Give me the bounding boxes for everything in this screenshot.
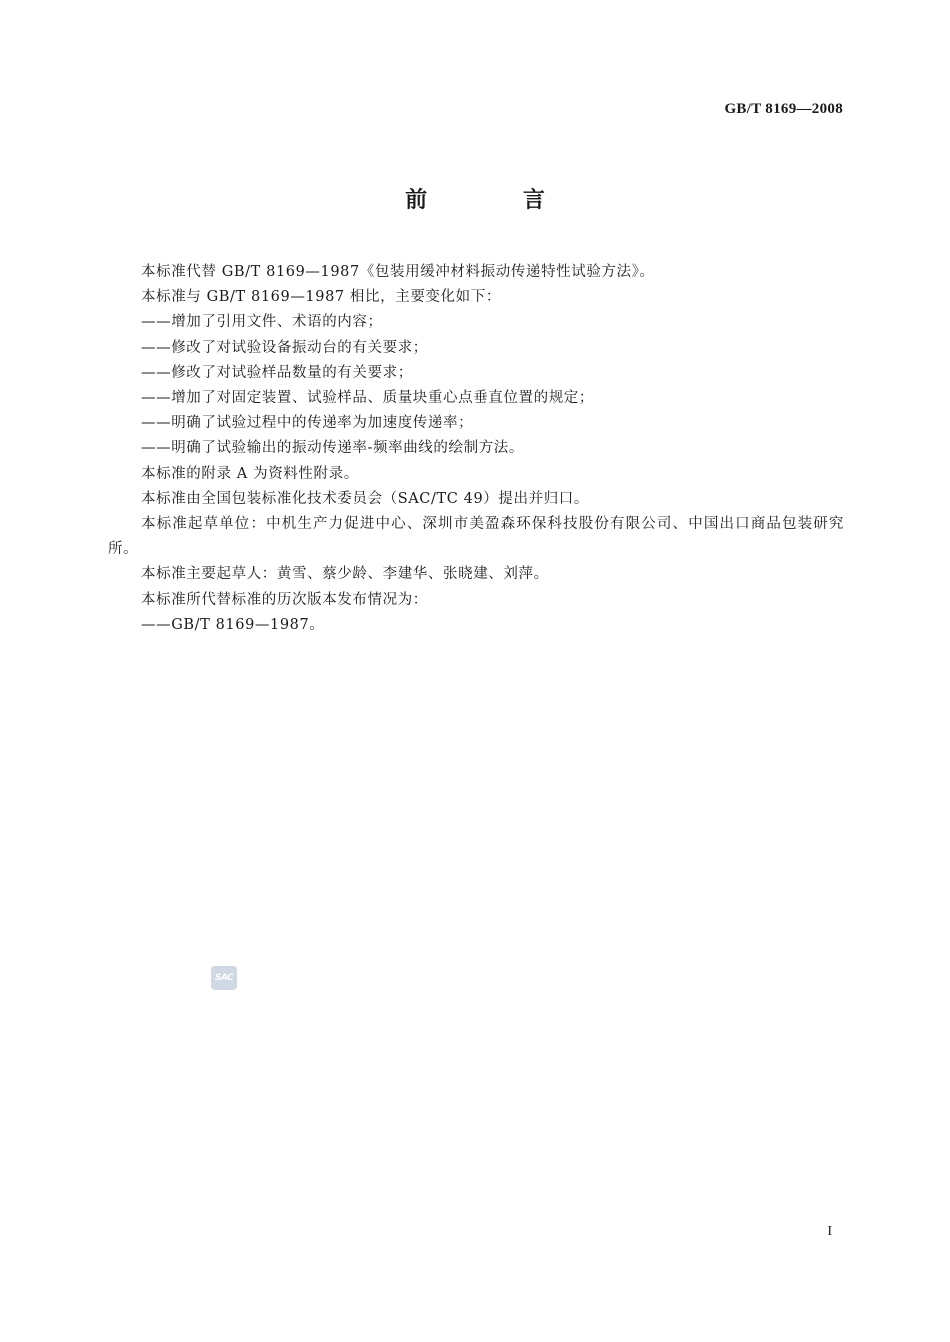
list-item: ——明确了试验输出的振动传递率-频率曲线的绘制方法。 [141, 440, 524, 457]
page-number: I [827, 1224, 832, 1239]
paragraph: 本标准与 GB/T 8169—1987 相比，主要变化如下： [141, 289, 501, 306]
sac-watermark-logo: SAC [211, 966, 237, 990]
list-item: ——增加了对固定装置、试验样品、质量块重心点垂直位置的规定； [141, 390, 594, 407]
paragraph: 本标准所代替标准的历次版本发布情况为： [141, 591, 428, 608]
list-item: ——明确了试验过程中的传递率为加速度传递率； [141, 415, 474, 432]
list-item: ——修改了对试验样品数量的有关要求； [141, 364, 413, 381]
foreword-body [108, 260, 844, 638]
paragraph: 本标准代替 GB/T 8169—1987《包装用缓冲材料振动传递特性试验方法》。 [141, 264, 655, 280]
list-item: ——增加了引用文件、术语的内容； [141, 314, 383, 331]
paragraph: 本标准主要起草人：黄雪、蔡少龄、李建华、张晓建、刘萍。 [141, 566, 549, 583]
list-item: ——GB/T 8169—1987。 [141, 616, 325, 633]
paragraph: 本标准的附录 A 为资料性附录。 [141, 465, 359, 482]
page-title: 前 言 [405, 188, 589, 213]
paragraph: 本标准由全国包装标准化技术委员会（SAC/TC 49）提出并归口。 [141, 490, 590, 507]
paragraph: 本标准起草单位：中机生产力促进中心、深圳市美盈森环保科技股份有限公司、中国出口商品包装研究所。 [108, 516, 844, 558]
list-item: ——修改了对试验设备振动台的有关要求； [141, 339, 428, 356]
standard-number-header: GB/T 8169—2008 [724, 101, 843, 117]
